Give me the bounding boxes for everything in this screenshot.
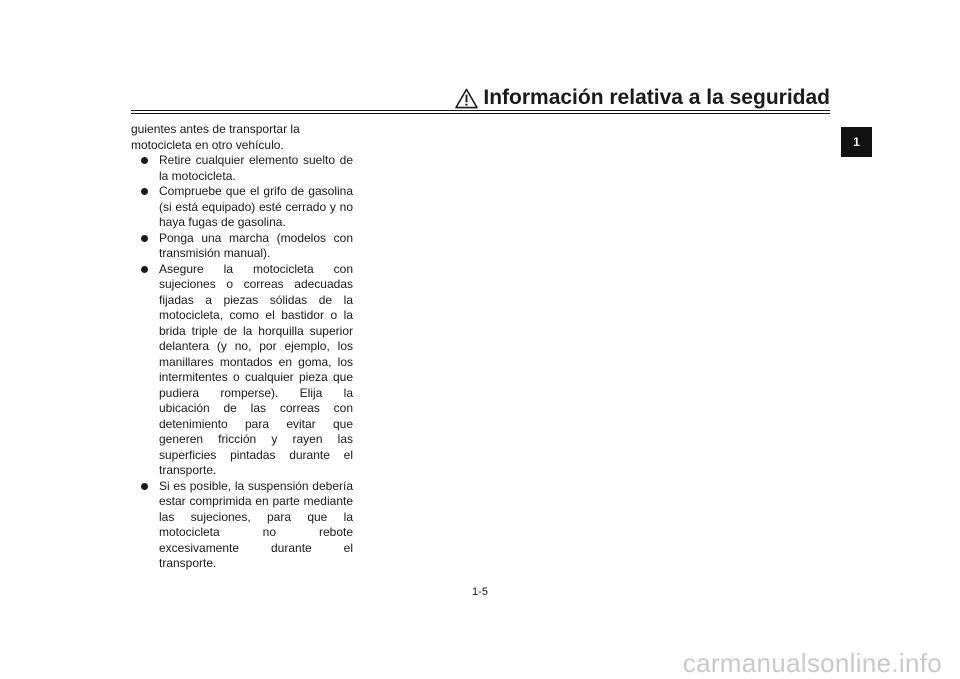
intro-paragraph: guientes antes de transportar la motocicleta en otro vehículo. [131, 122, 300, 152]
page-number: 1-5 [472, 586, 488, 598]
watermark: carmanualsonline.info [682, 648, 942, 678]
list-item [131, 262, 353, 479]
list-item-text: Si es posible, la suspensión debería estar comprimida en parte mediante las sujeciones, para que la motocicleta no rebote excesivamente durante el transporte. [159, 478, 353, 570]
body-text [131, 122, 353, 572]
page-header [131, 86, 830, 112]
bullet-icon [141, 188, 148, 195]
header-rule-bottom [131, 113, 830, 114]
list-item-text: Compruebe que el grifo de gasolina (si está equipado) esté cerrado y no haya fugas de gasolina. [159, 184, 353, 229]
warning-triangle-icon [455, 88, 478, 109]
chapter-number: 1 [853, 135, 860, 149]
list-item [131, 231, 353, 262]
bullet-list [131, 153, 353, 572]
section-title-row [455, 86, 830, 110]
bullet-icon [141, 157, 148, 164]
section-title: Información relativa a la seguridad [483, 86, 830, 109]
list-item-text: Asegure la motocicleta con sujeciones o correas adecuadas fijadas a piezas sólidas de la motocicleta, como el bastidor o la brida triple de la horquilla superior delantera (y no, por ejemplo, los manillares montados en goma, los intermitentes o cualquier pieza que pudiera romperse). Elija la ubicación de las correas con detenimiento para evitar que generen fricción y rayen las superficies pintadas durante el transporte. [159, 261, 353, 477]
chapter-tab [841, 127, 872, 157]
list-item-text: Ponga una marcha (modelos con transmisión manual). [159, 230, 353, 260]
bullet-icon [141, 483, 148, 490]
list-item [131, 479, 353, 572]
list-item-text: Retire cualquier elemento suelto de la motocicleta. [159, 153, 353, 183]
bullet-icon [141, 266, 148, 273]
list-item [131, 153, 353, 184]
list-item [131, 184, 353, 231]
header-rule-top [131, 110, 830, 111]
bullet-icon [141, 235, 148, 242]
